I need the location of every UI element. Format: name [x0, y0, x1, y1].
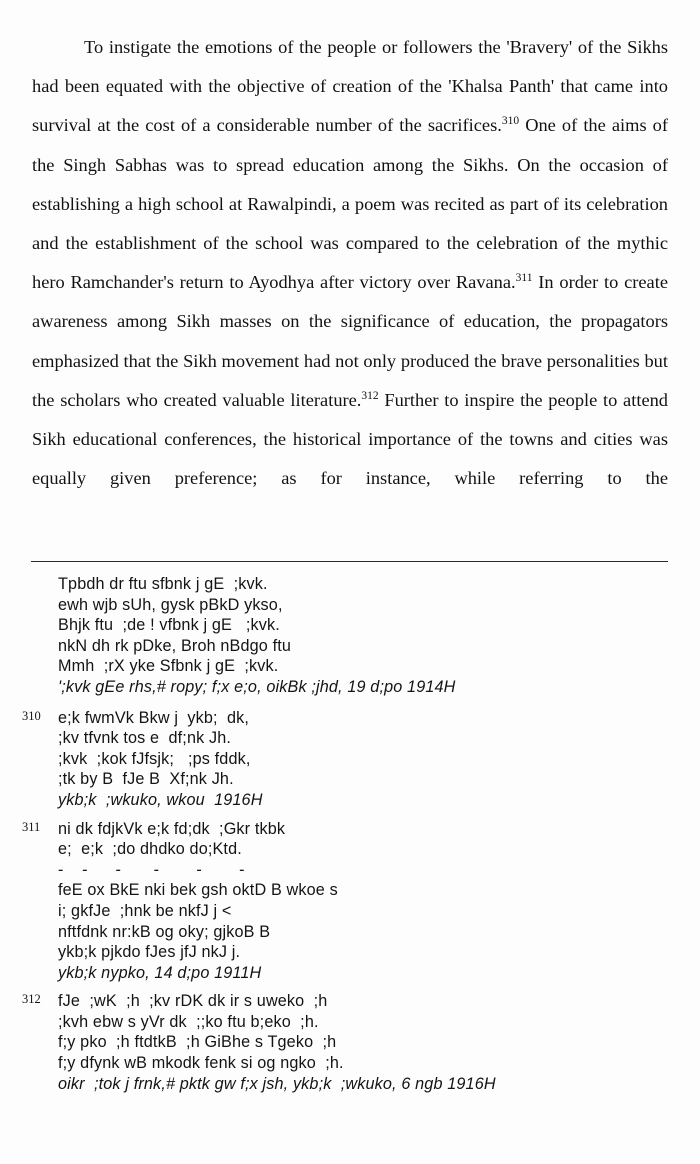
footnote-line: i; gkfJe ;hnk be nkfJ j < [58, 901, 232, 920]
footnote-line: nftfdnk nr:kB og oky; gjkoB B [58, 922, 271, 941]
footnote-reference-310[interactable]: 310 [501, 115, 520, 128]
footnote-reference-312[interactable]: 312 [361, 389, 379, 402]
footnotes-section [22, 574, 672, 1102]
footnote-line: fJe ;wK ;h ;kv rDK dk ir s uweko ;h [58, 992, 328, 1011]
footnote-line: ;kv tfvnk tos e df;nk Jh. [58, 729, 232, 748]
body-paragraph [32, 28, 668, 498]
footnote-marker[interactable]: 311 [22, 819, 41, 834]
body-text-block [32, 28, 668, 498]
footnote-lines [58, 819, 672, 984]
footnote-reference-311[interactable]: 311 [515, 272, 533, 285]
footnote-line: ;tk by B fJe B Xf;nk Jh. [58, 770, 234, 789]
footnote-line: ;kvk ;kok fJfsjk; ;ps fddk, [58, 749, 251, 768]
footnote-separator-rule [31, 561, 668, 562]
body-text-segment-1: To instigate the emotions of the people or followers the 'Bravery' of the Sikhs had been equated with the objective of creation of the 'Khalsa Panth' that came into survival at the cost of a considerable number of the sacrifices. [32, 37, 668, 136]
body-text-segment-2: One of the aims of the Singh Sabhas was to spread education among the Sikhs. On the occasion of establishing a high school at Rawalpindi, a poem was recited as part of its celebration and the establishment of the school was compared to the celebration of the mythic hero Ramchander's return to Ayodhya after victory over Ravana. [32, 115, 669, 293]
footnote-line: ';kvk gEe rhs,# ropy; f;x e;o, oikBk ;jhd, 19 d;po 1914H [58, 677, 456, 696]
footnote-line: f;y pko ;h ftdtkB ;h GiBhe s Tgeko ;h [58, 1033, 337, 1052]
footnote-line: e;k fwmVk Bkw j ykb; dk, [58, 708, 249, 727]
footnote-continuation-lines [58, 574, 672, 698]
footnote-line: e; e;k ;do dhdko do;Ktd. [58, 840, 242, 859]
footnote-line: Tpbdh dr ftu sfbnk j gE ;kvk. [58, 575, 268, 593]
footnote-line: nkN dh rk pDke, Broh nBdgo ftu [58, 636, 292, 655]
body-text-segment-3: In order to create awareness among Sikh masses on the significance of education, the propagators emphasized that the Sikh movement had not only produced the brave personalities but the scholars who created valuable literature. [32, 272, 668, 410]
body-text-segment-4: Further to inspire the people to attend Sikh educational conferences, the historical importance of the towns and cities was equally given preference; as for instance, while referring to the [32, 389, 668, 489]
footnote-line: ykb;k pjkdo fJes jfJ nkJ j. [58, 943, 241, 962]
footnote-continuation [22, 574, 672, 698]
footnote-lines [58, 991, 672, 1094]
footnote-line: ykb;k nypko, 14 d;po 1911H [58, 963, 262, 982]
footnote-line: ykb;k ;wkuko, wkou 1916H [58, 790, 263, 809]
footnote-311 [22, 819, 672, 984]
footnote-line: Bhjk ftu ;de ! vfbnk j gE ;kvk. [58, 616, 280, 635]
footnote-line: f;y dfynk wB mkodk fenk si og ngko ;h. [58, 1054, 344, 1073]
footnote-marker[interactable]: 310 [22, 708, 41, 723]
footnote-310 [22, 708, 672, 811]
footnote-items-container [22, 708, 672, 1095]
footnote-line: ewh wjb sUh, gysk pBkD ykso, [58, 595, 283, 614]
footnote-312 [22, 991, 672, 1094]
footnote-dash-separator: - - - - - - [58, 860, 245, 879]
footnote-line: ;kvh ebw s yVr dk ;;ko ftu b;eko ;h. [58, 1012, 319, 1031]
footnote-line: feE ox BkE nki bek gsh oktD B wkoe s [58, 881, 338, 900]
footnote-lines [58, 708, 672, 811]
footnote-marker[interactable]: 312 [22, 992, 41, 1007]
footnote-line: oikr ;tok j frnk,# pktk gw f;x jsh, ykb;k ;wkuko, 6 ngb 1916H [58, 1074, 496, 1093]
footnote-line: ni dk fdjkVk e;k fd;dk ;Gkr tkbk [58, 819, 286, 838]
footnote-line: Mmh ;rX yke Sfbnk j gE ;kvk. [58, 657, 279, 676]
